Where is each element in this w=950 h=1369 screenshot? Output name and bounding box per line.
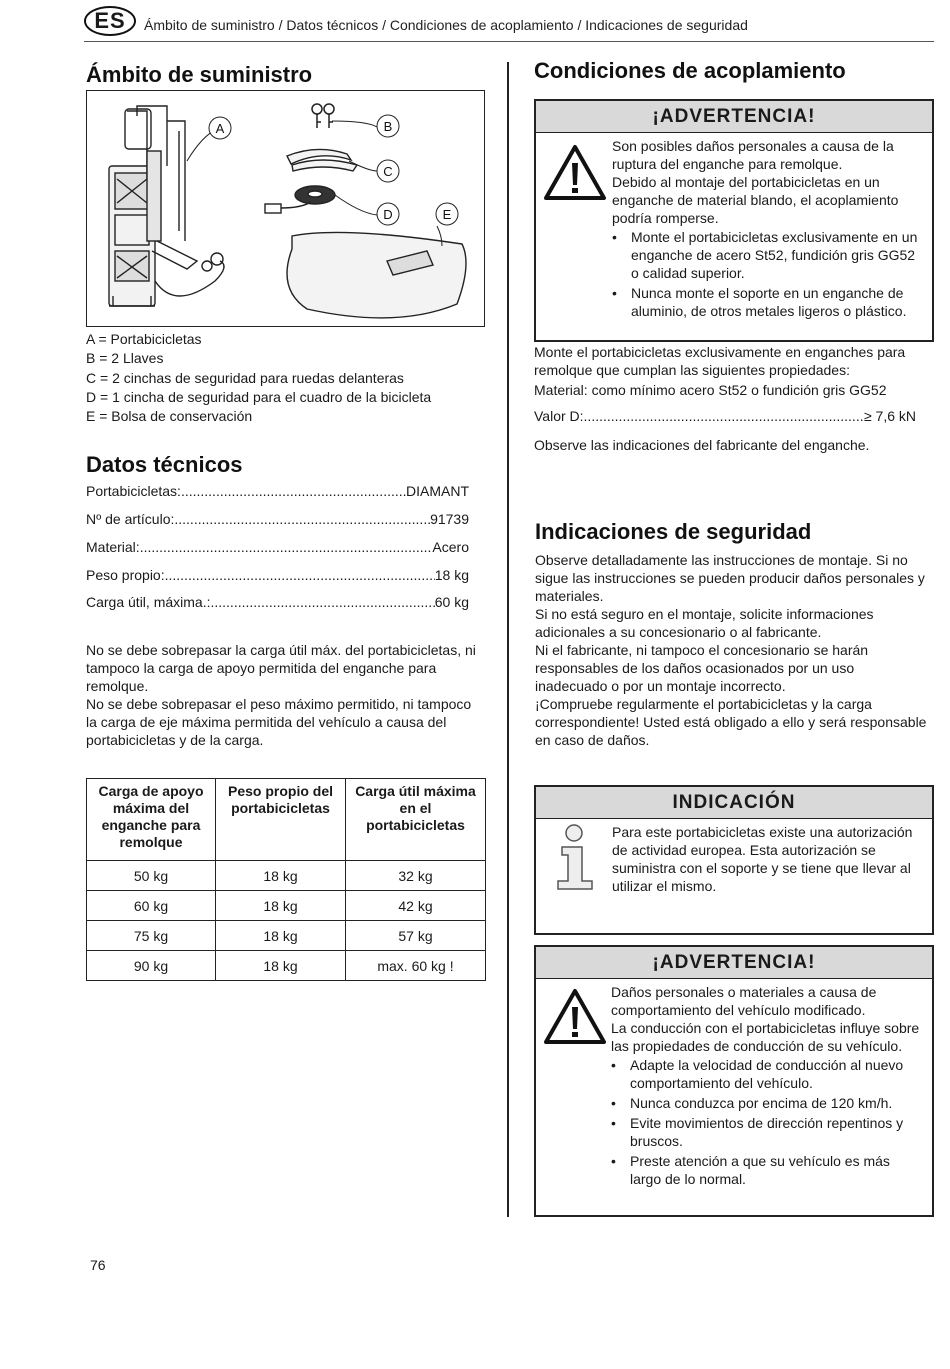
- table-cell: 42 kg: [346, 891, 486, 921]
- breadcrumb: Ámbito de suministro / Datos técnicos / Condiciones de acoplamiento / Indicaciones de seguridad: [144, 17, 748, 33]
- tech-note: No se debe sobrepasar la carga útil máx. del portabicicletas, ni tampoco la carga de apoyo permitida del enganche para remolque.: [86, 642, 476, 694]
- d-value-label: Valor D:: [534, 408, 584, 424]
- spec-label: Portabicicletas:: [86, 483, 181, 499]
- driving-warning-box: [534, 945, 934, 1217]
- strap-drawing: [287, 149, 357, 171]
- spec-value: 60 kg: [434, 594, 469, 610]
- callout-label-b: B: [383, 119, 393, 134]
- table-row: [87, 921, 486, 951]
- table-cell: 18 kg: [216, 891, 346, 921]
- table-cell: 18 kg: [216, 951, 346, 981]
- frame-strap-drawing: [265, 186, 335, 213]
- supply-item: C = 2 cinchas de seguridad para ruedas delanteras: [86, 369, 404, 386]
- load-table: [86, 778, 486, 981]
- warning-body: [611, 983, 924, 1190]
- supply-item: E = Bolsa de conservación: [86, 408, 253, 425]
- warning-triangle-icon: [542, 143, 608, 203]
- callout-lines: [187, 115, 458, 246]
- supply-list: [86, 330, 431, 426]
- spec-row: [86, 539, 469, 555]
- table-cell: 75 kg: [87, 921, 216, 951]
- warning-bullet: • Nunca monte el soporte en un enganche de aluminio, de otros metales ligeros o plástico.: [612, 284, 924, 320]
- spec-label: Material:: [86, 539, 140, 555]
- d-value: ≥ 7,6 kN: [863, 408, 916, 424]
- callout-label-a: A: [215, 121, 225, 136]
- table-cell: max. 60 kg !: [346, 951, 486, 981]
- table-cell: 90 kg: [87, 951, 216, 981]
- page-number: 76: [90, 1257, 106, 1273]
- warning-heading: ¡ADVERTENCIA!: [536, 101, 932, 133]
- table-header: Peso propio del portabicicletas: [216, 779, 346, 861]
- column-divider: [507, 62, 509, 1217]
- spec-label: Carga útil, máxima.:: [86, 594, 211, 610]
- warning-bullet: • Preste atención a que su vehículo es más largo de lo normal.: [611, 1152, 924, 1188]
- callout-label-d: D: [383, 207, 393, 222]
- warning-body: [612, 137, 924, 322]
- coupling-title: Condiciones de acoplamiento: [534, 58, 846, 83]
- note-text: Para este portabicicletas existe una autorización de actividad europea. Esta autorización se suministra con el soporte y se tiene que llevar al utilizar el mismo.: [612, 824, 913, 894]
- tech-notes: [86, 641, 481, 749]
- storage-bag-drawing: [287, 232, 466, 317]
- supply-item: B = 2 Llaves: [86, 350, 164, 367]
- supply-item: A = Portabicicletas: [86, 331, 202, 347]
- key-drawing: [312, 104, 334, 128]
- page-header: [84, 6, 934, 42]
- table-cell: 50 kg: [87, 861, 216, 891]
- warning-text: La conducción con el portabicicletas influye sobre las propiedades de conducción de su vehículo.: [611, 1020, 920, 1054]
- table-header: Carga de apoyo máxima del enganche para remolque: [87, 779, 216, 861]
- note-heading: INDICACIÓN: [536, 787, 932, 819]
- warning-text: Daños personales o materiales a causa de comportamiento del vehículo modificado.: [611, 984, 877, 1018]
- table-cell: 18 kg: [216, 921, 346, 951]
- spec-row: [86, 483, 469, 499]
- coupling-material: Material: como mínimo acero St52 o fundición gris GG52: [534, 382, 887, 398]
- tech-note: No se debe sobrepasar el peso máximo permitido, ni tampoco la carga de eje máxima permitida del vehículo a causa del portabicicletas y de la carga.: [86, 696, 472, 748]
- table-cell: 32 kg: [346, 861, 486, 891]
- spec-row: [86, 594, 469, 610]
- note-box: [534, 785, 934, 935]
- table-cell: 57 kg: [346, 921, 486, 951]
- supply-figure: [86, 90, 485, 327]
- safety-paragraph: Si no está seguro en el montaje, solicite informaciones adicionales a su concesionario o al fabricante.: [535, 606, 874, 640]
- spec-row: [86, 511, 469, 527]
- safety-title: Indicaciones de seguridad: [535, 519, 812, 544]
- spec-value: 18 kg: [434, 567, 469, 583]
- table-header: Carga útil máxima en el portabicicletas: [346, 779, 486, 861]
- language-badge: ES: [84, 6, 136, 36]
- safety-paragraph: Ni el fabricante, ni tampoco el concesionario se harán responsables de los daños ocasionados por un uso inadecuado o por un montaje incorrecto.: [535, 642, 869, 694]
- coupling-warning-box: [534, 99, 934, 342]
- safety-paragraph: ¡Compruebe regularmente el portabicicletas y la carga correspondiente! Usted está obligado a ello y será responsable en caso de daños.: [535, 696, 927, 748]
- warning-bullet: • Adapte la velocidad de conducción al nuevo comportamiento del vehículo.: [611, 1056, 924, 1092]
- spec-label: Nº de artículo:: [86, 511, 175, 527]
- warning-heading: ¡ADVERTENCIA!: [536, 947, 932, 979]
- info-icon: [554, 823, 598, 893]
- spec-label: Peso propio:: [86, 567, 165, 583]
- tech-title: Datos técnicos: [86, 452, 243, 477]
- warning-bullet: • Evite movimientos de dirección repentinos y bruscos.: [611, 1114, 924, 1150]
- warning-bullet: • Nunca conduzca por encima de 120 km/h.: [611, 1094, 924, 1112]
- spec-row: [86, 567, 469, 583]
- safety-text: [535, 551, 930, 749]
- coupling-text: [534, 343, 934, 399]
- table-cell: 60 kg: [87, 891, 216, 921]
- coupling-paragraph: Monte el portabicicletas exclusivamente en enganches para remolque que cumplan las siguientes propiedades:: [534, 344, 906, 378]
- callout-label-e: E: [442, 207, 452, 222]
- table-row: [87, 861, 486, 891]
- table-row: [87, 891, 486, 921]
- table-row: [87, 951, 486, 981]
- spec-value: DIAMANT: [406, 483, 469, 499]
- table-cell: 18 kg: [216, 861, 346, 891]
- callout-label-c: C: [383, 164, 393, 179]
- spec-value: 91739: [430, 511, 469, 527]
- warning-text: Debido al montaje del portabicicletas en un enganche de material blando, el acoplamiento podría romperse.: [612, 174, 899, 226]
- supply-illustration: [87, 91, 484, 326]
- supply-title: Ámbito de suministro: [86, 62, 313, 87]
- d-value-row: [534, 408, 916, 424]
- warning-text: Son posibles daños personales a causa de la ruptura del enganche para remolque.: [612, 138, 894, 172]
- safety-paragraph: Observe detalladamente las instrucciones de montaje. Si no sigue las instrucciones se pueden producir daños personales y materiales.: [535, 552, 925, 604]
- warning-triangle-icon: [542, 987, 608, 1047]
- supply-item: D = 1 cincha de seguridad para el cuadro de la bicicleta: [86, 388, 432, 405]
- coupling-note: Observe las indicaciones del fabricante del enganche.: [534, 437, 870, 453]
- spec-value: Acero: [432, 539, 469, 555]
- warning-bullet: • Monte el portabicicletas exclusivamente en un enganche de acero St52, fundición gris GG52 o calidad superior.: [612, 228, 924, 282]
